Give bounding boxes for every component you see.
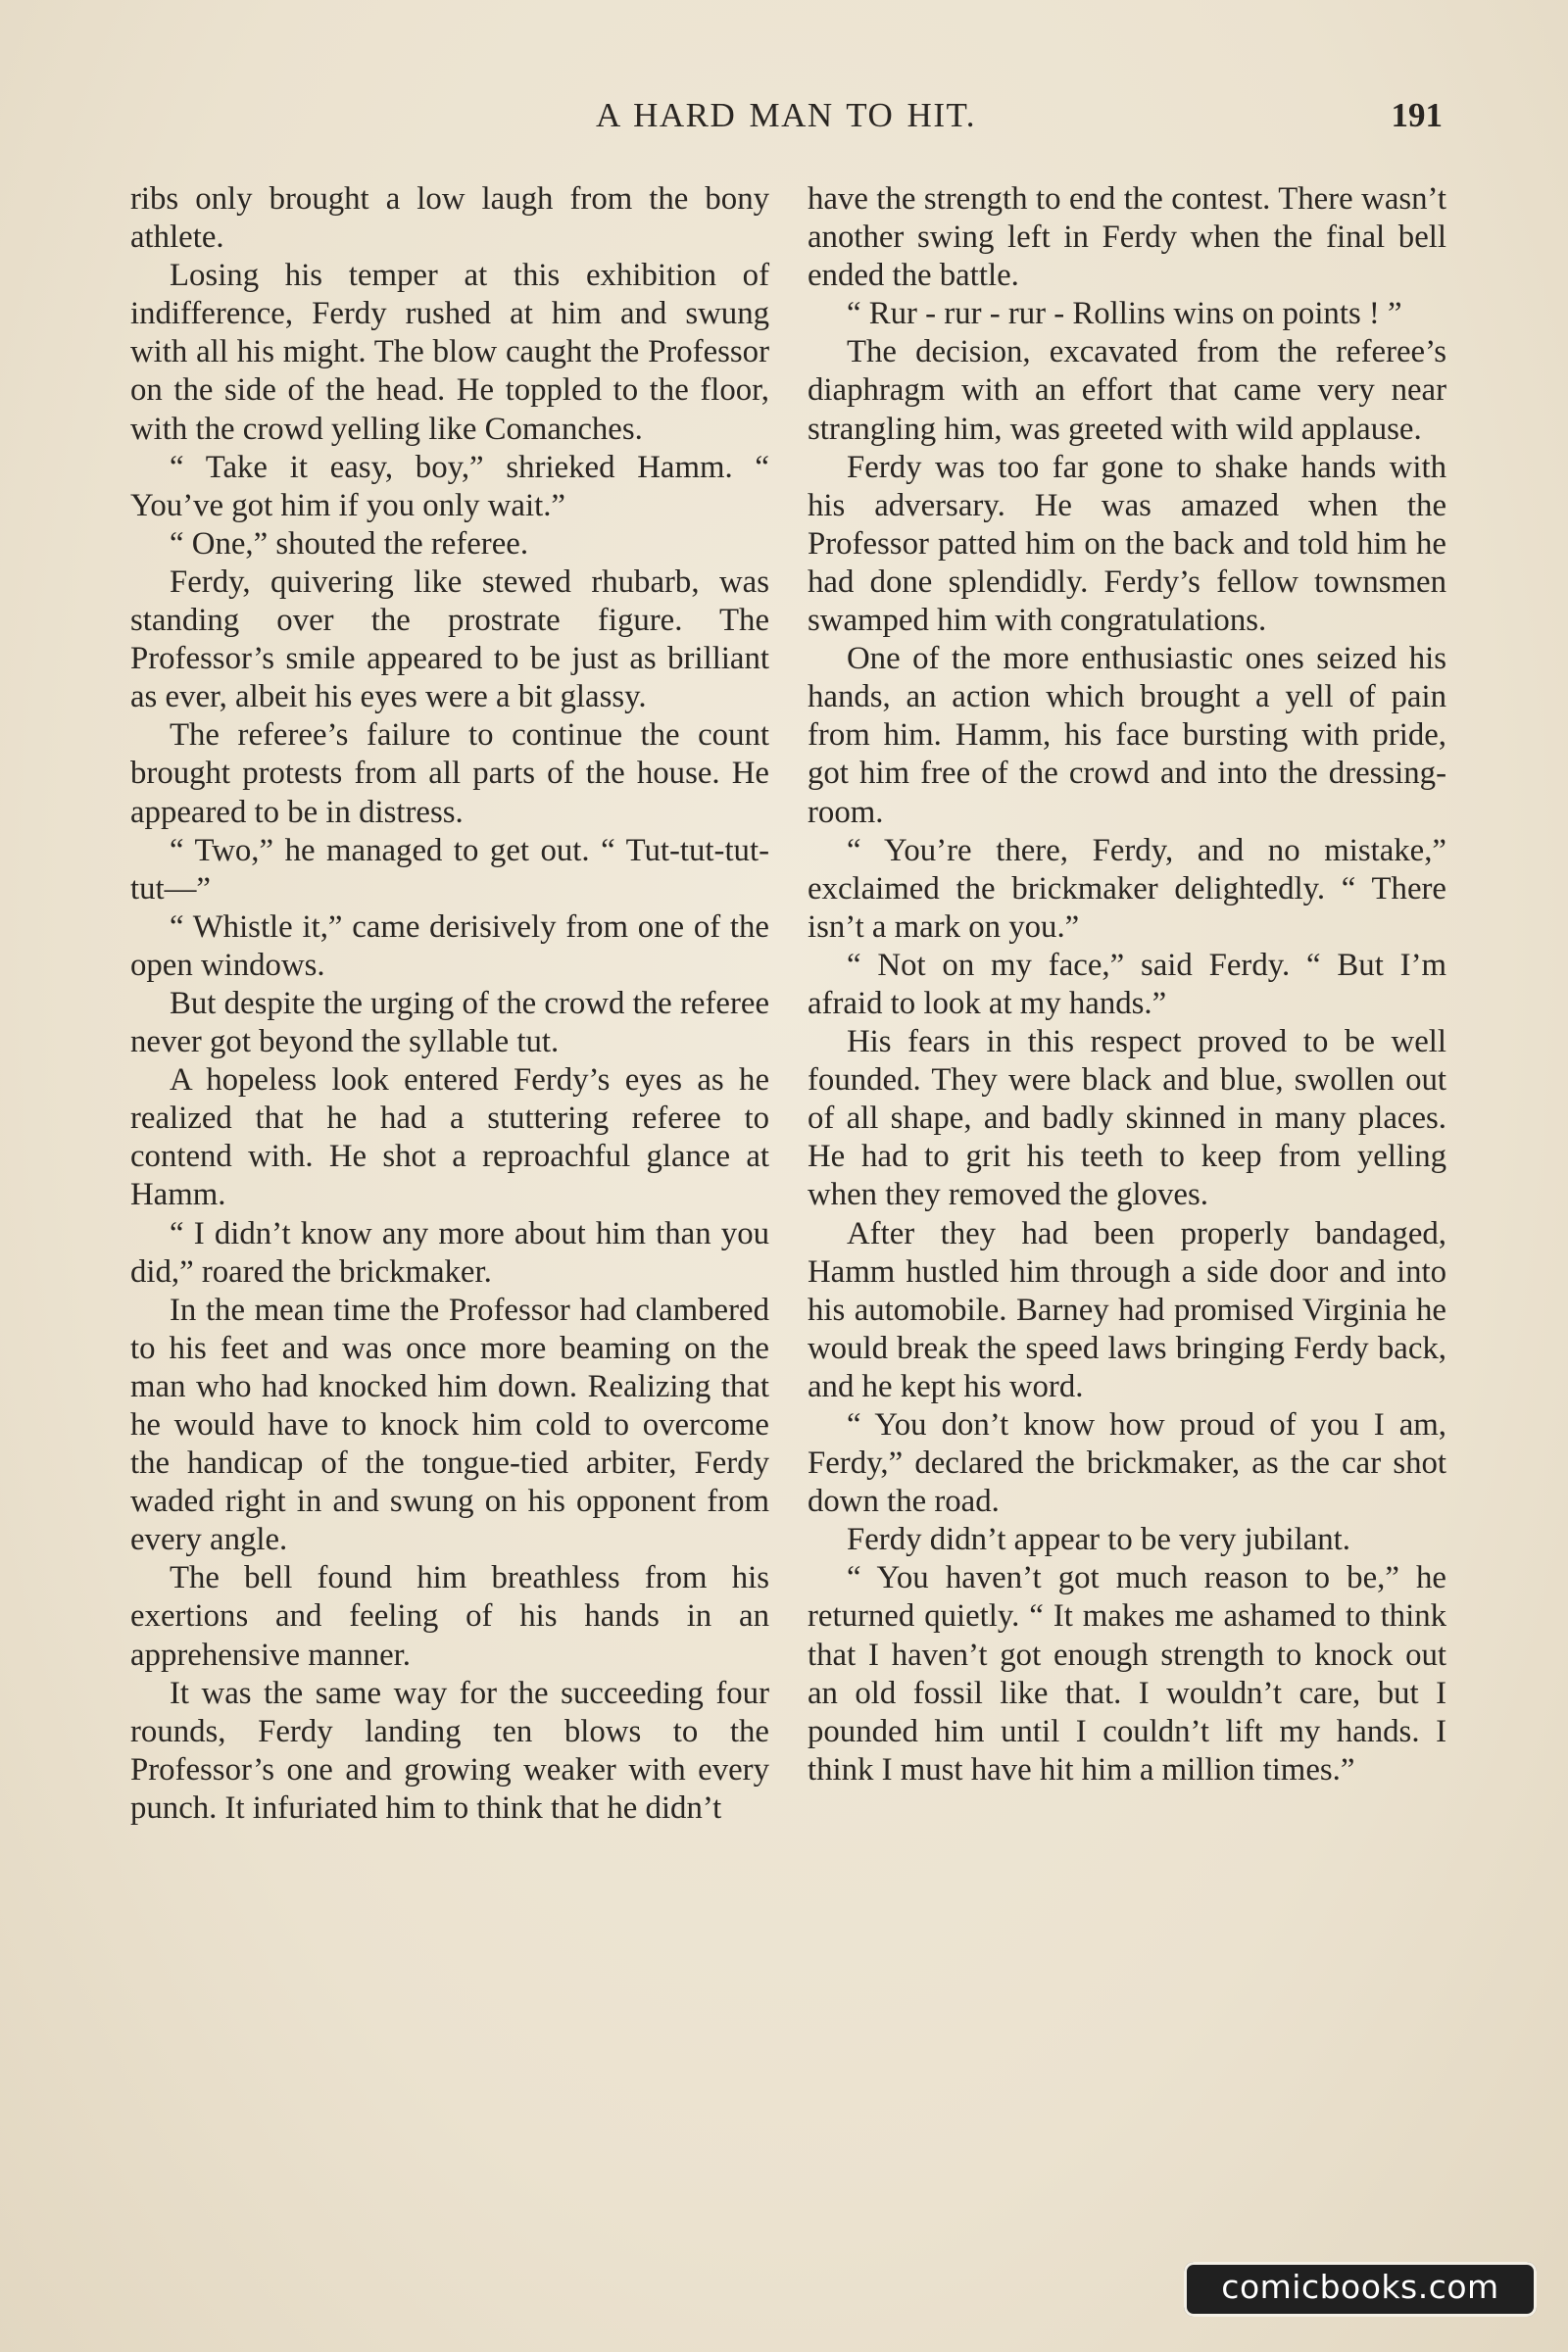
paragraph: A hopeless look entered Ferdy’s eyes as he realized that he had a stuttering referee to contend with. He shot a reproachful glance at Hamm.	[130, 1062, 769, 1213]
paragraph: “ Two,” he managed to get out. “ Tut-tut-tut-tut—”	[130, 832, 769, 906]
paragraph: “ Rur - rur - rur - Rollins wins on points ! ”	[847, 296, 1402, 332]
paragraph: Ferdy didn’t appear to be very jubilant.	[847, 1522, 1350, 1558]
page-number: 191	[1391, 96, 1443, 134]
paragraph: ribs only brought a low laugh from the bony athlete.	[130, 181, 769, 256]
paragraph: The referee’s failure to continue the count brought protests from all parts of the house. He appeared to be in distress.	[130, 717, 769, 830]
page-header	[129, 96, 1443, 145]
left-column	[130, 180, 769, 1828]
paragraph: “ You don’t know how proud of you I am, Ferdy,” declared the brickmaker, as the car shot down the road.	[808, 1407, 1446, 1520]
text-columns	[130, 180, 1446, 1828]
paragraph: have the strength to end the contest. There wasn’t another swing left in Ferdy when the final bell ended the battle.	[808, 181, 1446, 294]
paragraph: “ Take it easy, boy,” shrieked Hamm. “ You’ve got him if you only wait.”	[130, 449, 769, 523]
paragraph: The bell found him breathless from his exertions and feeling of his hands in an apprehensive manner.	[130, 1560, 769, 1673]
paragraph: “ Not on my face,” said Ferdy. “ But I’m afraid to look at my hands.”	[808, 947, 1446, 1021]
paragraph: “ Whistle it,” came derisively from one of the open windows.	[130, 908, 769, 983]
paragraph: But despite the urging of the crowd the referee never got beyond the syllable tut.	[130, 985, 769, 1060]
watermark-text: comicbooks.com	[1221, 2268, 1499, 2306]
paragraph: One of the more enthusiastic ones seized his hands, an action which brought a yell of pain from him. Hamm, his face bursting with pride, got him free of the crowd and into the dressing-room.	[808, 641, 1446, 830]
paragraph: His fears in this respect proved to be well founded. They were black and blue, swollen out of all shape, and badly skinned in many places. He had to grit his teeth to keep from yelling when they removed the gloves.	[808, 1024, 1446, 1213]
paragraph: Ferdy was too far gone to shake hands with his adversary. He was amazed when the Professor patted him on the back and told him he had done splendidly. Ferdy’s fellow townsmen swamped him with congratulations.	[808, 449, 1446, 639]
paragraph: In the mean time the Professor had clambered to his feet and was once more beaming on the man who had knocked him down. Realizing that he would have to knock him cold to overcome the handicap of the tongue-tied arbiter, Ferdy waded right in and swung on his opponent from every angle.	[130, 1292, 769, 1558]
paragraph: Ferdy, quivering like stewed rhubarb, was standing over the prostrate figure. The Professor’s smile appeared to be just as brilliant as ever, albeit his eyes were a bit glassy.	[130, 564, 769, 715]
paragraph: “ You’re there, Ferdy, and no mistake,” exclaimed the brickmaker delightedly. “ There isn’t a mark on you.”	[808, 832, 1446, 945]
paragraph: “ One,” shouted the referee.	[170, 525, 529, 562]
paragraph: After they had been properly bandaged, Hamm hustled him through a side door and into his automobile. Barney had promised Virginia he would break the speed laws bringing Ferdy back, and he kept his word.	[808, 1215, 1446, 1404]
site-watermark	[1184, 2262, 1537, 2317]
paragraph: It was the same way for the succeeding four rounds, Ferdy landing ten blows to the Professor’s one and growing weaker with every punch. It infuriated him to think that he didn’t	[130, 1675, 769, 1826]
running-title: A HARD MAN TO HIT.	[595, 96, 977, 134]
paragraph: Losing his temper at this exhibition of indifference, Ferdy rushed at him and swung with all his might. The blow caught the Professor on the side of the head. He toppled to the floor, with the crowd yelling like Comanches.	[130, 258, 769, 447]
paragraph: “ You haven’t got much reason to be,” he returned quietly. “ It makes me ashamed to think that I haven’t got enough strength to knock out an old fossil like that. I wouldn’t care, but I pounded him until I couldn’t lift my hands. I think I must have hit him a million times.”	[808, 1560, 1446, 1788]
paragraph: “ I didn’t know any more about him than you did,” roared the brickmaker.	[130, 1215, 769, 1290]
right-column	[808, 180, 1446, 1828]
paragraph: The decision, excavated from the referee’s diaphragm with an effort that came very near strangling him, was greeted with wild applause.	[808, 334, 1446, 447]
